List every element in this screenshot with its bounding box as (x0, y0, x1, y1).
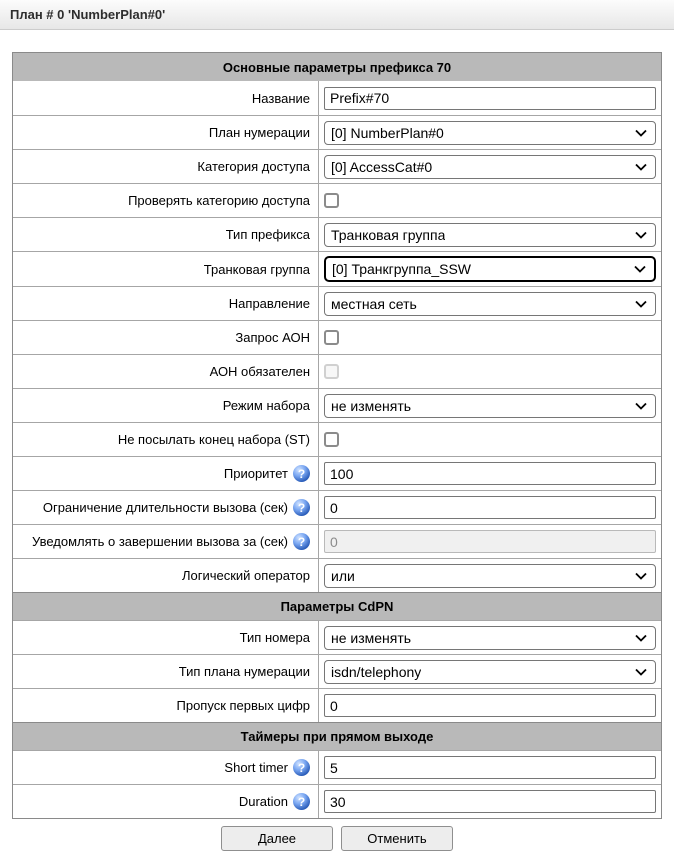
chevron-down-icon (635, 668, 647, 676)
field-label: Пропуск первых цифр (176, 698, 310, 713)
row-skip-first-digits (13, 688, 661, 722)
caller-id-required-checkbox (324, 364, 339, 379)
row-no-send-st (13, 422, 661, 456)
row-prefix-type (13, 217, 661, 251)
chevron-down-icon (635, 634, 647, 642)
skip-first-digits-input[interactable] (324, 694, 656, 717)
field-label: Duration (238, 794, 288, 809)
row-number-type (13, 620, 661, 654)
chevron-down-icon (635, 163, 647, 171)
dial-mode-select[interactable]: не изменять (324, 394, 656, 418)
next-button[interactable]: Далее (221, 826, 333, 851)
field-label: План нумерации (208, 125, 310, 140)
row-check-access-category (13, 183, 661, 217)
priority-input[interactable] (324, 462, 656, 485)
numbering-plan-type-select[interactable]: isdn/telephony (324, 660, 656, 684)
row-trunk-group (13, 251, 661, 286)
duration-input[interactable] (324, 790, 656, 813)
name-input[interactable] (324, 87, 656, 110)
field-label: Не посылать конец набора (ST) (117, 432, 310, 447)
field-label: АОН обязателен (209, 364, 310, 379)
field-label: Проверять категорию доступа (128, 193, 310, 208)
chevron-down-icon (635, 231, 647, 239)
help-icon[interactable]: ? (293, 533, 310, 550)
row-priority (13, 456, 661, 490)
row-name (13, 81, 661, 115)
row-dial-mode (13, 388, 661, 422)
help-icon[interactable]: ? (293, 793, 310, 810)
field-label: Транковая группа (203, 261, 310, 277)
row-access-category (13, 149, 661, 183)
field-label: Ограничение длительности вызова (сек) (42, 500, 288, 515)
help-icon[interactable]: ? (293, 499, 310, 516)
row-short-timer (13, 750, 661, 784)
field-label: Уведомлять о завершении вызова за (сек) (32, 534, 288, 549)
page-title: План # 0 'NumberPlan#0' (10, 7, 166, 22)
numbering-plan-select[interactable]: [0] NumberPlan#0 (324, 121, 656, 145)
access-category-select[interactable]: [0] AccessCat#0 (324, 155, 656, 179)
field-label: Приоритет (223, 466, 288, 481)
cancel-button[interactable]: Отменить (341, 826, 453, 851)
field-label: Запрос АОН (235, 330, 310, 345)
field-label: Название (251, 90, 310, 106)
main-content (0, 30, 674, 861)
row-logical-operator (13, 558, 661, 592)
notify-before-end-input (324, 530, 656, 553)
field-label: Категория доступа (197, 159, 310, 174)
section-header-main-params: Основные параметры префикса 70 (13, 53, 661, 81)
form-actions (12, 826, 662, 851)
row-numbering-plan-type (13, 654, 661, 688)
short-timer-input[interactable] (324, 756, 656, 779)
section-header-direct-exit-timers: Таймеры при прямом выходе (13, 722, 661, 750)
chevron-down-icon (635, 402, 647, 410)
prefix-type-select[interactable]: Транковая группа (324, 223, 656, 247)
row-numbering-plan (13, 115, 661, 149)
window-title-bar (0, 0, 674, 30)
field-label: Направление (228, 296, 310, 311)
help-icon[interactable]: ? (293, 465, 310, 482)
row-call-duration-limit (13, 490, 661, 524)
no-send-end-of-dial-checkbox[interactable] (324, 432, 339, 447)
field-label: Режим набора (222, 398, 310, 413)
row-notify-before-end (13, 524, 661, 558)
help-icon[interactable]: ? (293, 759, 310, 776)
field-label: Тип номера (239, 630, 310, 645)
trunk-group-select[interactable]: [0] Транкгруппа_SSW (324, 256, 656, 282)
logical-operator-select[interactable]: или (324, 564, 656, 588)
direction-select[interactable]: местная сеть (324, 292, 656, 316)
row-caller-id-required (13, 354, 661, 388)
request-caller-id-checkbox[interactable] (324, 330, 339, 345)
chevron-down-icon (634, 265, 646, 273)
section-header-cdpn-params: Параметры CdPN (13, 592, 661, 620)
row-duration (13, 784, 661, 818)
call-duration-limit-input[interactable] (324, 496, 656, 519)
row-direction (13, 286, 661, 320)
number-type-select[interactable]: не изменять (324, 626, 656, 650)
chevron-down-icon (635, 129, 647, 137)
field-label: Тип префикса (225, 227, 310, 242)
chevron-down-icon (635, 300, 647, 308)
check-access-category-checkbox[interactable] (324, 193, 339, 208)
field-label: Тип плана нумерации (178, 664, 310, 679)
field-label: Логический оператор (181, 568, 310, 583)
prefix-settings-form (12, 52, 662, 819)
field-label: Short timer (224, 760, 288, 775)
chevron-down-icon (635, 572, 647, 580)
row-request-caller-id (13, 320, 661, 354)
